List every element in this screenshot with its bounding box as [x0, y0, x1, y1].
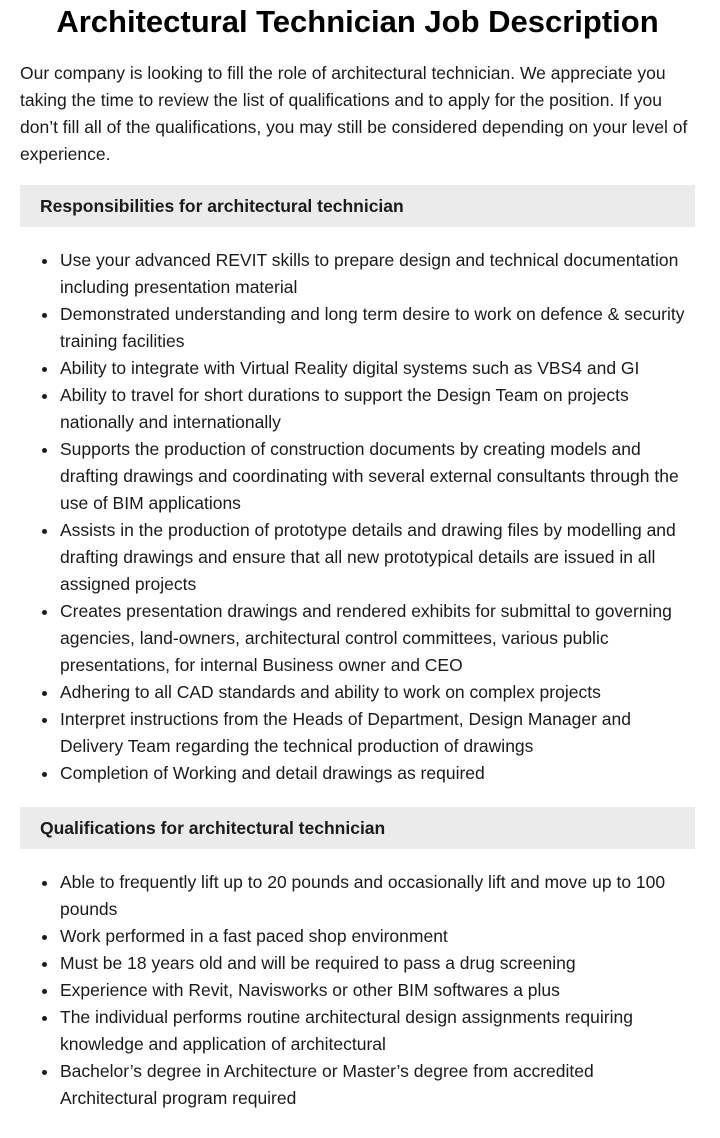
bullet-icon [42, 313, 47, 318]
bullet-icon [42, 935, 47, 940]
bullet-icon [42, 448, 47, 453]
bullet-icon [42, 772, 47, 777]
qualifications-header: Qualifications for architectural technician [20, 807, 695, 849]
bullet-icon [42, 394, 47, 399]
list-item: Bachelor’s degree in Architecture or Master’s degree from accredited Architectural program required [20, 1058, 695, 1112]
bullet-icon [42, 962, 47, 967]
bullet-icon [42, 881, 47, 886]
list-item: Work performed in a fast paced shop environment [20, 923, 695, 950]
bullet-icon [42, 691, 47, 696]
list-item: Experience with Revit, Navisworks or other BIM softwares a plus [20, 977, 695, 1004]
list-item: Use your advanced REVIT skills to prepare design and technical documentation including presentation material [20, 247, 695, 301]
list-item: Must be 18 years old and will be required to pass a drug screening [20, 950, 695, 977]
bullet-icon [42, 529, 47, 534]
qualifications-list [20, 869, 695, 1112]
bullet-icon [42, 1070, 47, 1075]
list-item: Demonstrated understanding and long term desire to work on defence & security training facilities [20, 301, 695, 355]
list-item: Adhering to all CAD standards and ability to work on complex projects [20, 679, 695, 706]
list-item: Able to frequently lift up to 20 pounds and occasionally lift and move up to 100 pounds [20, 869, 695, 923]
list-item: Creates presentation drawings and rendered exhibits for submittal to governing agencies, land-owners, architectural control committees, various public presentations, for internal Business owner and CEO [20, 598, 695, 679]
page-title: Architectural Technician Job Description [56, 4, 659, 39]
responsibilities-list [20, 247, 695, 787]
list-item: Assists in the production of prototype details and drawing files by modelling and drafting drawings and ensure that all new prototypical details are issued in all assigned projects [20, 517, 695, 598]
list-item: Supports the production of construction documents by creating models and drafting drawings and coordinating with several external consultants through the use of BIM applications [20, 436, 695, 517]
bullet-icon [42, 1016, 47, 1021]
bullet-icon [42, 367, 47, 372]
list-item: The individual performs routine architectural design assignments requiring knowledge and application of architectural [20, 1004, 695, 1058]
intro-paragraph: Our company is looking to fill the role of architectural technician. We appreciate you taking the time to review the list of qualifications and to apply for the position. If you don’t fill all of the qualifications, you may still be considered depending on your level of experience. [20, 63, 688, 164]
list-item: Interpret instructions from the Heads of Department, Design Manager and Delivery Team regarding the technical production of drawings [20, 706, 695, 760]
responsibilities-header: Responsibilities for architectural technician [20, 185, 695, 227]
list-item: Ability to integrate with Virtual Reality digital systems such as VBS4 and GI [20, 355, 695, 382]
bullet-icon [42, 259, 47, 264]
list-item: Ability to travel for short durations to support the Design Team on projects nationally and internationally [20, 382, 695, 436]
bullet-icon [42, 610, 47, 615]
bullet-icon [42, 718, 47, 723]
list-item: Completion of Working and detail drawings as required [20, 760, 695, 787]
bullet-icon [42, 989, 47, 994]
